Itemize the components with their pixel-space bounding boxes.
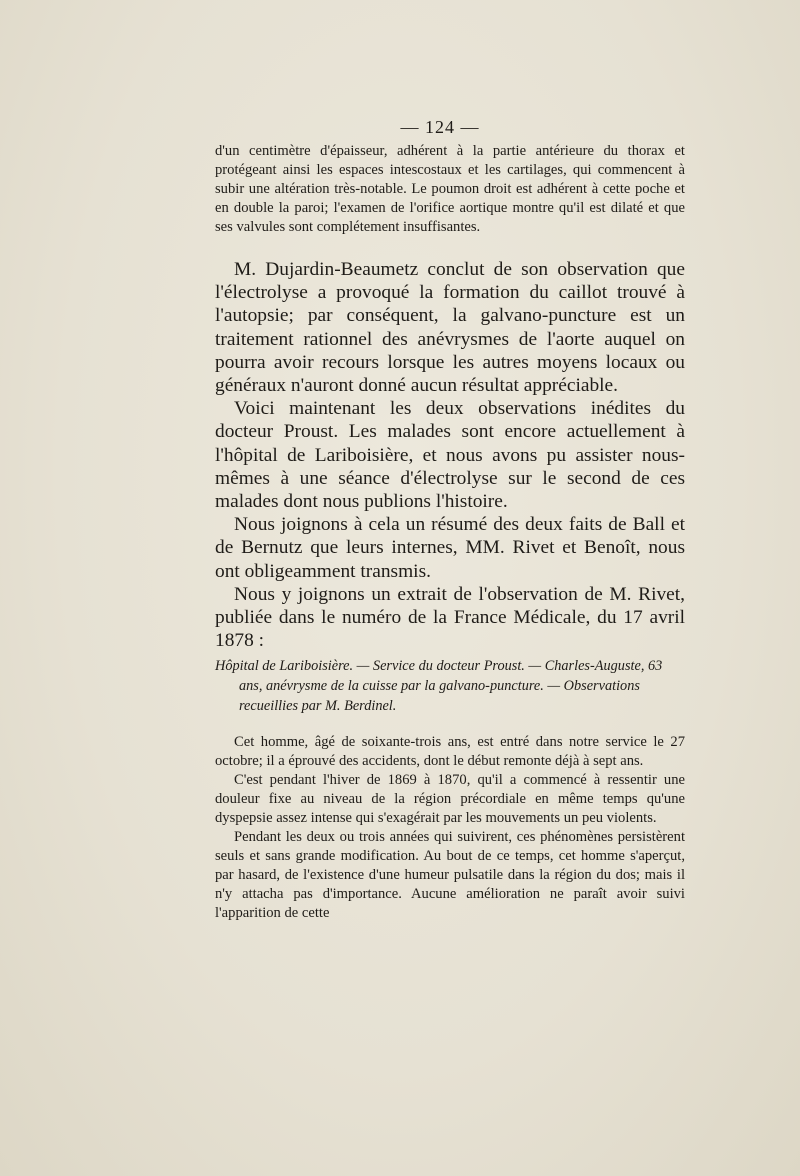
main-text-section [215,258,685,652]
continuation-text: d'un centimètre d'épaisseur, adhérent à la partie antérieure du thorax et protégeant ainsi les espaces intescostaux et les cartilages, qui commencent à subir une altération très-notable. Le poumon droit est adhérent à cette poche et en double la paroi; l'examen de l'orifice aortique montre qu'il est dilaté et que ses valvules sont complétement insuffisantes. [215,143,685,235]
observation-heading-text: Hôpital de Lariboisière. — Service du docteur Proust. — Charles-Auguste, 63 ans, anévrysme de la cuisse par la galvano-puncture. — Observations recueillies par M. Berdinel. [215,658,663,714]
paragraph-onset: C'est pendant l'hiver de 1869 à 1870, qu'il a commencé à ressentir une douleur fixe au niveau de la région précordiale en même temps qu'une dyspepsie assez intense qui s'exagérait par les mouvements un peu violents. [215,772,685,826]
continuation-paragraph [215,142,685,237]
paragraph-observations: Voici maintenant les deux observations inédites du docteur Proust. Les malades sont encore actuellement à l'hôpital de Lariboisière, et nous avons pu assister nous-mêmes à une séance d'électrolyse sur le second de ces malades dont nous publions l'histoire. [215,398,685,513]
paragraph-admission: Cet homme, âgé de soixante-trois ans, est entré dans notre service le 27 octobre; il a éprouvé des accidents, dont le début remonte déjà à sept ans. [215,734,685,769]
page-number: — 124 — [400,117,480,137]
paragraph-summary: Nous joignons à cela un résumé des deux faits de Ball et de Bernutz que leurs internes, MM. Rivet et Benoît, nous ont obligeamment transmis. [215,514,685,582]
paragraph-progression: Pendant les deux ou trois années qui suivirent, ces phénomènes persistèrent seuls et sans grande modification. Au bout de ce temps, cet homme s'aperçut, par hasard, de l'existence d'une humeur pulsatile dans la région du dos; mais il n'y attacha pas d'importance. Aucune amélioration ne paraît avoir suivi l'apparition de cette [215,829,685,921]
observation-heading [215,656,685,716]
paragraph-conclusion: M. Dujardin-Beaumetz conclut de son observation que l'électrolyse a provoqué la formation du caillot trouvé à l'autopsie; par conséquent, la galvano-puncture est un traitement rationnel des anévrysmes de l'aorte auquel on pourra avoir recours lorsque les autres moyens locaux ou généraux n'auront donné aucun résultat appréciable. [215,259,685,397]
observation-body [215,733,685,923]
paragraph-extract: Nous y joignons un extrait de l'observation de M. Rivet, publiée dans le numéro de la France Médicale, du 17 avril 1878 : [215,583,685,652]
